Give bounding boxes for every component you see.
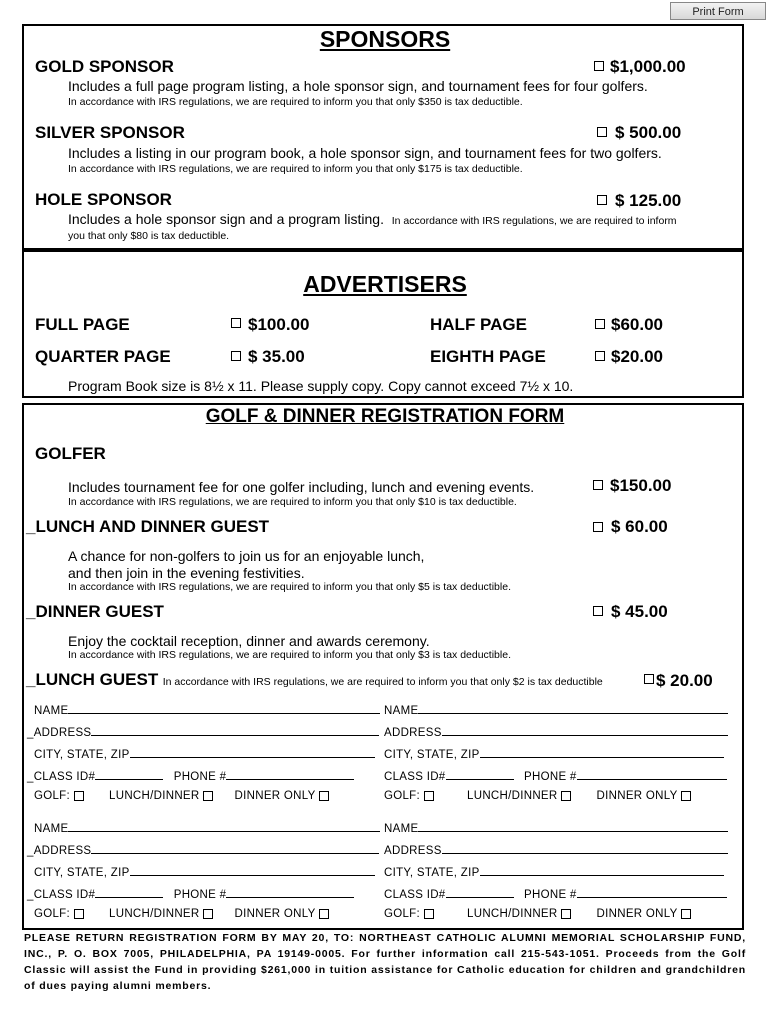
name-field-3[interactable] [34, 820, 380, 835]
silver-sponsor-irs-note: In accordance with IRS regulations, we are required to inform you that only $175 is tax deductible. [68, 163, 523, 175]
phone-line[interactable] [226, 768, 354, 780]
address-line[interactable] [442, 724, 728, 736]
hole-sponsor-price: $ 125.00 [615, 191, 682, 210]
name-field-4[interactable] [384, 820, 728, 835]
address-field-4[interactable] [384, 842, 728, 857]
name-field-1[interactable] [34, 702, 380, 717]
golfer-price: $150.00 [610, 476, 672, 495]
name-line[interactable] [418, 702, 728, 714]
golfer-label: GOLFER [35, 444, 106, 463]
golf-checkbox[interactable] [74, 909, 84, 919]
class-phone-field-1[interactable]: _CLASS ID# PHONE # [27, 768, 354, 783]
quarter-page-price: $ 35.00 [248, 347, 305, 366]
lunch-dinner-guest-description-2: and then join in the evening festivities. [68, 565, 305, 581]
full-page-price: $100.00 [248, 315, 310, 334]
city-field-1[interactable] [34, 746, 375, 761]
meal-choice-row-2 [384, 790, 691, 802]
address-line[interactable] [91, 724, 379, 736]
gold-sponsor-label: GOLD SPONSOR [35, 57, 174, 76]
advertisers-title: ADVERTISERS [303, 271, 467, 297]
lunch-dinner-guest-irs-note: In accordance with IRS regulations, we are required to inform you that only $5 is tax deductible. [68, 581, 511, 593]
hole-sponsor-desc-text: Includes a hole sponsor sign and a program listing. [68, 211, 384, 227]
dinner-guest-description: Enjoy the cocktail reception, dinner and awards ceremony. [68, 633, 430, 649]
golf-label: GOLF: [34, 790, 71, 802]
full-page-checkbox[interactable] [231, 318, 241, 328]
quarter-page-checkbox[interactable] [231, 351, 241, 361]
city-field-4[interactable] [384, 864, 724, 879]
phone-line[interactable] [577, 768, 727, 780]
meal-choice-row-3 [34, 908, 329, 920]
address-label: ADDRESS [384, 845, 442, 857]
eighth-page-label: EIGHTH PAGE [430, 347, 546, 366]
class-phone-field-3[interactable]: _CLASS ID# PHONE # [27, 886, 354, 901]
address-line[interactable] [442, 842, 728, 854]
city-label: CITY, STATE, ZIP [384, 749, 480, 761]
golfer-irs-note: In accordance with IRS regulations, we are required to inform you that only $10 is tax deductible. [68, 496, 517, 508]
golfer-checkbox[interactable] [593, 480, 603, 490]
lunch-dinner-checkbox[interactable] [561, 791, 571, 801]
phone-label: PHONE # [173, 771, 227, 783]
dinner-only-checkbox[interactable] [681, 909, 691, 919]
class-id-line[interactable] [95, 768, 163, 780]
address-field-1[interactable]: _ADDRESS [27, 724, 379, 739]
golf-checkbox[interactable] [424, 791, 434, 801]
address-field-2[interactable] [384, 724, 728, 739]
eighth-page-checkbox[interactable] [595, 351, 605, 361]
city-line[interactable] [480, 864, 724, 876]
lunch-dinner-label: LUNCH/DINNER [109, 790, 200, 802]
address-field-3[interactable]: _ADDRESS [27, 842, 379, 857]
eighth-page-price: $20.00 [611, 347, 663, 366]
dinner-only-label: DINNER ONLY [234, 790, 316, 802]
class-id-label: CLASS ID# [33, 771, 96, 783]
golf-label: GOLF: [384, 908, 421, 920]
lunch-dinner-guest-price: $ 60.00 [611, 517, 668, 536]
name-label: NAME [34, 705, 69, 717]
dinner-only-label: DINNER ONLY [596, 790, 678, 802]
hole-sponsor-irs-note-b: you that only $80 is tax deductible. [68, 230, 230, 242]
golf-label: GOLF: [34, 908, 71, 920]
sponsors-title: SPONSORS [319, 26, 451, 52]
hole-sponsor-irs-note-a: In accordance with IRS regulations, we are required to inform [391, 215, 677, 227]
lunch-dinner-guest-checkbox[interactable] [593, 522, 603, 532]
dinner-guest-irs-note: In accordance with IRS regulations, we are required to inform you that only $3 is tax deductible. [68, 649, 511, 661]
phone-label: PHONE # [524, 771, 577, 783]
lunch-dinner-checkbox[interactable] [561, 909, 571, 919]
city-line[interactable] [480, 746, 724, 758]
city-label: CITY, STATE, ZIP [384, 867, 480, 879]
golfer-description: Includes tournament fee for one golfer including, lunch and evening events. [68, 479, 535, 495]
class-phone-field-4[interactable] [384, 886, 727, 901]
hole-sponsor-label: HOLE SPONSOR [35, 190, 172, 209]
city-label: CITY, STATE, ZIP [34, 749, 130, 761]
dinner-guest-text: DINNER GUEST [35, 602, 164, 621]
class-id-line[interactable] [446, 886, 514, 898]
name-line[interactable] [68, 702, 380, 714]
address-label: ADDRESS [33, 845, 92, 857]
gold-sponsor-irs-note: In accordance with IRS regulations, we are required to inform you that only $350 is tax deductible. [68, 96, 523, 108]
address-line[interactable] [91, 842, 379, 854]
silver-sponsor-label: SILVER SPONSOR [35, 123, 185, 142]
lunch-dinner-label: LUNCH/DINNER [467, 908, 558, 920]
lunch-guest-label: _LUNCH GUEST [26, 670, 159, 689]
meal-choice-row-1 [34, 790, 329, 802]
golf-checkbox[interactable] [424, 909, 434, 919]
half-page-checkbox[interactable] [595, 319, 605, 329]
half-page-price: $60.00 [611, 315, 663, 334]
print-form-button[interactable]: Print Form [670, 2, 766, 20]
lunch-guest-row [26, 670, 603, 690]
city-line[interactable] [130, 864, 375, 876]
half-page-label: HALF PAGE [430, 315, 527, 334]
lunch-dinner-checkbox[interactable] [203, 791, 213, 801]
name-line[interactable] [418, 820, 728, 832]
address-label: ADDRESS [384, 727, 442, 739]
city-line[interactable] [130, 746, 375, 758]
golf-label: GOLF: [384, 790, 421, 802]
lunch-dinner-label: LUNCH/DINNER [109, 908, 200, 920]
class-id-line[interactable] [446, 768, 514, 780]
city-field-3[interactable] [34, 864, 375, 879]
name-label: NAME [34, 823, 69, 835]
lunch-dinner-guest-text: LUNCH AND DINNER GUEST [35, 517, 270, 536]
dinner-only-label: DINNER ONLY [596, 908, 678, 920]
silver-sponsor-description: Includes a listing in our program book, a hole sponsor sign, and tournament fees for two golfers. [68, 145, 662, 161]
dinner-only-checkbox[interactable] [319, 791, 329, 801]
return-instructions: PLEASE RETURN REGISTRATION FORM BY MAY 20, TO: NORTHEAST CATHOLIC ALUMNI MEMORIAL SCHOLARSHIP FUND, INC., P. O. BOX 7005, PHILADELPHIA, PA 19149-0005. For further information call 215-543-1051. Proceeds from the Golf Classic will assist the Fund in providing $261,000 in tuition assistance for Catholic education for children and grandchildren of dues paying alumni members. [24, 932, 746, 992]
city-field-2[interactable] [384, 746, 724, 761]
full-page-label: FULL PAGE [35, 315, 130, 334]
lunch-dinner-guest-description-1: A chance for non-golfers to join us for an enjoyable lunch, [68, 548, 425, 564]
hole-sponsor-description [68, 211, 677, 227]
gold-sponsor-checkbox[interactable] [594, 61, 604, 71]
class-id-line[interactable] [95, 886, 163, 898]
gold-sponsor-description: Includes a full page program listing, a hole sponsor sign, and tournament fees for four golfers. [68, 78, 648, 94]
program-book-note: Program Book size is 8½ x 11. Please supply copy. Copy cannot exceed 7½ x 10. [68, 378, 574, 394]
class-id-label: CLASS ID# [384, 889, 446, 901]
dinner-guest-price: $ 45.00 [611, 602, 668, 621]
golf-checkbox[interactable] [74, 791, 84, 801]
dinner-only-checkbox[interactable] [681, 791, 691, 801]
lunch-guest-text: LUNCH GUEST [35, 670, 159, 689]
lunch-dinner-guest-label: _LUNCH AND DINNER GUEST [26, 517, 270, 536]
dinner-only-label: DINNER ONLY [234, 908, 316, 920]
meal-choice-row-4 [384, 908, 691, 920]
name-line[interactable] [68, 820, 380, 832]
class-id-label: CLASS ID# [33, 889, 96, 901]
gold-sponsor-price: $1,000.00 [610, 57, 686, 76]
registration-title: GOLF & DINNER REGISTRATION FORM [205, 406, 565, 427]
class-phone-field-2[interactable] [384, 768, 727, 783]
class-id-label: CLASS ID# [384, 771, 446, 783]
lunch-dinner-checkbox[interactable] [203, 909, 213, 919]
address-label: ADDRESS [33, 727, 92, 739]
name-label: NAME [384, 705, 419, 717]
lunch-guest-checkbox[interactable] [644, 674, 654, 684]
silver-sponsor-price: $ 500.00 [615, 123, 682, 142]
name-label: NAME [384, 823, 419, 835]
lunch-guest-irs-note: In accordance with IRS regulations, we are required to inform you that only $2 is tax deductible [162, 676, 603, 688]
phone-label: PHONE # [524, 889, 577, 901]
dinner-guest-label: _DINNER GUEST [26, 602, 164, 621]
name-field-2[interactable] [384, 702, 728, 717]
lunch-guest-price: $ 20.00 [656, 671, 713, 690]
phone-line[interactable] [577, 886, 727, 898]
lunch-dinner-label: LUNCH/DINNER [467, 790, 558, 802]
dinner-guest-checkbox[interactable] [593, 606, 603, 616]
phone-label: PHONE # [173, 889, 227, 901]
silver-sponsor-checkbox[interactable] [597, 127, 607, 137]
city-label: CITY, STATE, ZIP [34, 867, 130, 879]
hole-sponsor-checkbox[interactable] [597, 195, 607, 205]
phone-line[interactable] [226, 886, 354, 898]
quarter-page-label: QUARTER PAGE [35, 347, 171, 366]
dinner-only-checkbox[interactable] [319, 909, 329, 919]
